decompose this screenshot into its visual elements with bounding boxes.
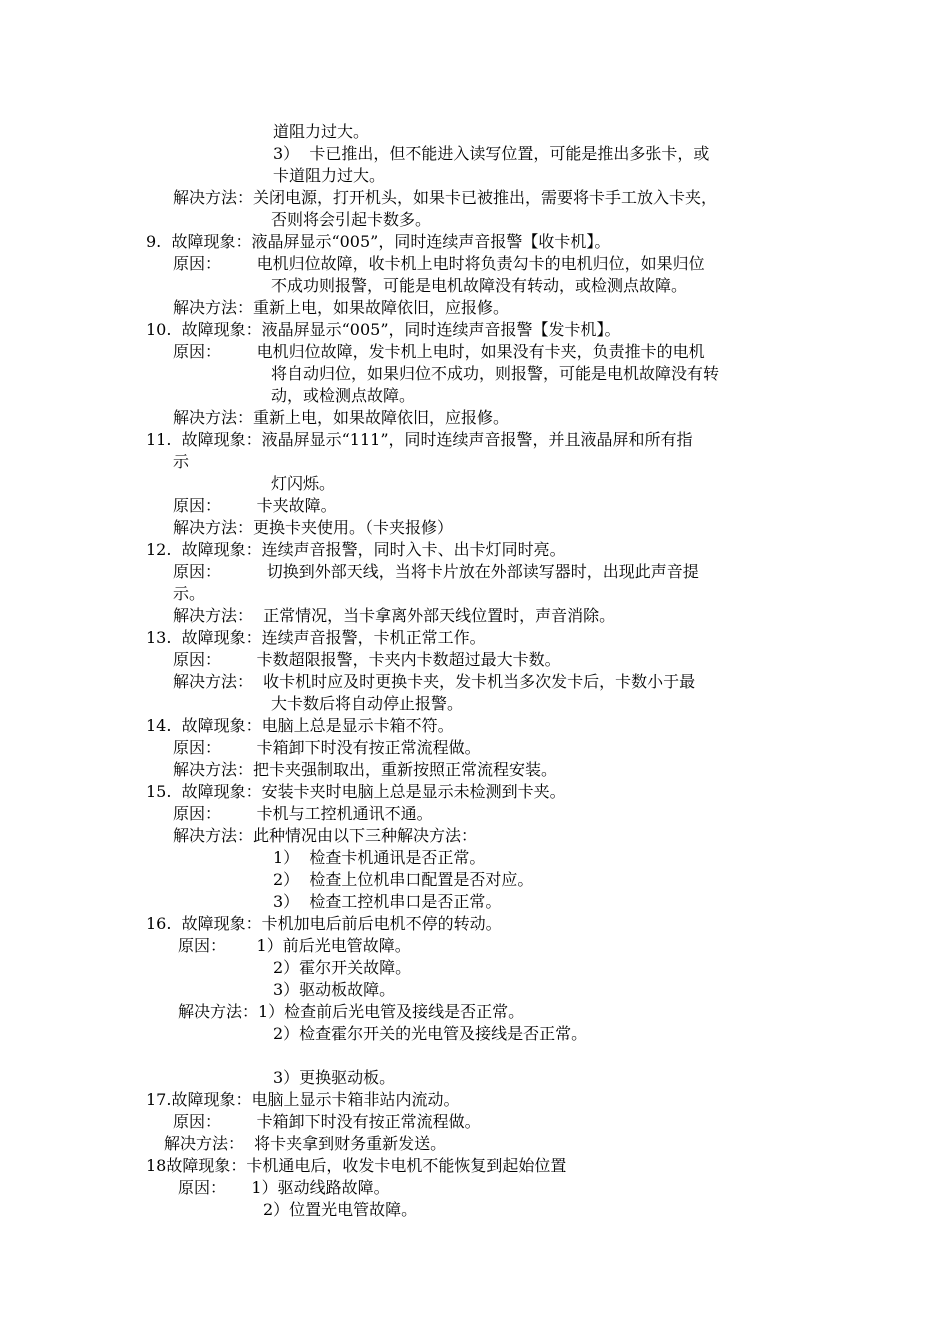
text-line: 17.故障现象：电脑上显示卡箱非站内流动。	[146, 1090, 460, 1109]
text-line: 12. 故障现象：连续声音报警，同时入卡、出卡灯同时亮。	[146, 540, 566, 559]
text-line: 原因： 1）驱动线路故障。	[178, 1178, 390, 1197]
text-line: 原因： 1）前后光电管故障。	[178, 936, 411, 955]
text-line: 1） 检查卡机通讯是否正常。	[273, 848, 486, 867]
text-line: 2）霍尔开关故障。	[273, 958, 412, 977]
text-line: 解决方法：关闭电源，打开机头，如果卡已被推出，需要将卡手工放入卡夹，	[173, 188, 718, 207]
text-line: 2）检查霍尔开关的光电管及接线是否正常。	[273, 1024, 588, 1043]
text-line: 否则将会引起卡数多。	[271, 210, 432, 229]
text-line: 11. 故障现象：液晶屏显示“111”，同时连续声音报警，并且液晶屏和所有指	[146, 430, 693, 449]
text-line: 解决方法：此种情况由以下三种解决方法：	[173, 826, 478, 845]
text-line: 原因： 卡机与工控机通讯不通。	[173, 804, 433, 823]
text-line: 2） 检查上位机串口配置是否对应。	[273, 870, 534, 889]
text-line: 原因： 卡夹故障。	[173, 496, 337, 515]
text-line: 原因： 电机归位故障，收卡机上电时将负责勾卡的电机归位，如果归位	[173, 254, 705, 273]
text-line: 原因： 卡数超限报警，卡夹内卡数超过最大卡数。	[173, 650, 561, 669]
text-line: 解决方法：更换卡夹使用。（卡夹报修）	[173, 518, 454, 537]
text-line: 原因： 卡箱卸下时没有按正常流程做。	[173, 738, 481, 757]
text-line: 9. 故障现象：液晶屏显示“005”，同时连续声音报警【收卡机】。	[146, 232, 611, 251]
text-line: 解决方法：重新上电，如果故障依旧，应报修。	[173, 298, 510, 317]
text-line: 灯闪烁。	[271, 474, 336, 493]
text-line: 解决方法： 收卡机时应及时更换卡夹，发卡机当多次发卡后，卡数小于最	[173, 672, 696, 691]
text-line: 18故障现象：卡机通电后，收发卡电机不能恢复到起始位置	[146, 1156, 567, 1175]
text-line: 3）更换驱动板。	[273, 1068, 396, 1087]
text-line: 不成功则报警，可能是电机故障没有转动，或检测点故障。	[271, 276, 688, 295]
text-line: 原因： 切换到外部天线，当将卡片放在外部读写器时，出现此声音提	[173, 562, 699, 581]
text-line: 解决方法： 正常情况，当卡拿离外部天线位置时，声音消除。	[173, 606, 616, 625]
text-line: 13. 故障现象：连续声音报警，卡机正常工作。	[146, 628, 486, 647]
text-line: 2）位置光电管故障。	[263, 1200, 418, 1219]
text-line: 解决方法：把卡夹强制取出，重新按照正常流程安装。	[173, 760, 558, 779]
text-line: 3） 检查工控机串口是否正常。	[273, 892, 502, 911]
text-line: 16. 故障现象：卡机加电后前后电机不停的转动。	[146, 914, 502, 933]
text-line: 15. 故障现象：安装卡夹时电脑上总是显示未检测到卡夹。	[146, 782, 566, 801]
text-line: 3）驱动板故障。	[273, 980, 396, 999]
text-line: 将自动归位，如果归位不成功，则报警，可能是电机故障没有转	[271, 364, 720, 383]
text-line: 示。	[173, 584, 206, 603]
text-line: 解决方法：1）检查前后光电管及接线是否正常。	[178, 1002, 525, 1021]
text-line: 14. 故障现象：电脑上总是显示卡箱不符。	[146, 716, 454, 735]
text-line: 原因： 卡箱卸下时没有按正常流程做。	[173, 1112, 481, 1131]
text-line: 解决方法： 将卡夹拿到财务重新发送。	[164, 1134, 447, 1153]
text-line: 动，或检测点故障。	[271, 386, 416, 405]
text-line: 卡道阻力过大。	[273, 166, 386, 185]
text-line: 10. 故障现象：液晶屏显示“005”，同时连续声音报警【发卡机】。	[146, 320, 621, 339]
text-line: 原因： 电机归位故障，发卡机上电时，如果没有卡夹，负责推卡的电机	[173, 342, 705, 361]
text-line: 示	[173, 452, 190, 471]
text-line: 道阻力过大。	[273, 122, 370, 141]
text-line: 解决方法：重新上电，如果故障依旧，应报修。	[173, 408, 510, 427]
text-line: 大卡数后将自动停止报警。	[271, 694, 464, 713]
text-line: 3） 卡已推出，但不能进入读写位置，可能是推出多张卡，或	[273, 144, 710, 163]
